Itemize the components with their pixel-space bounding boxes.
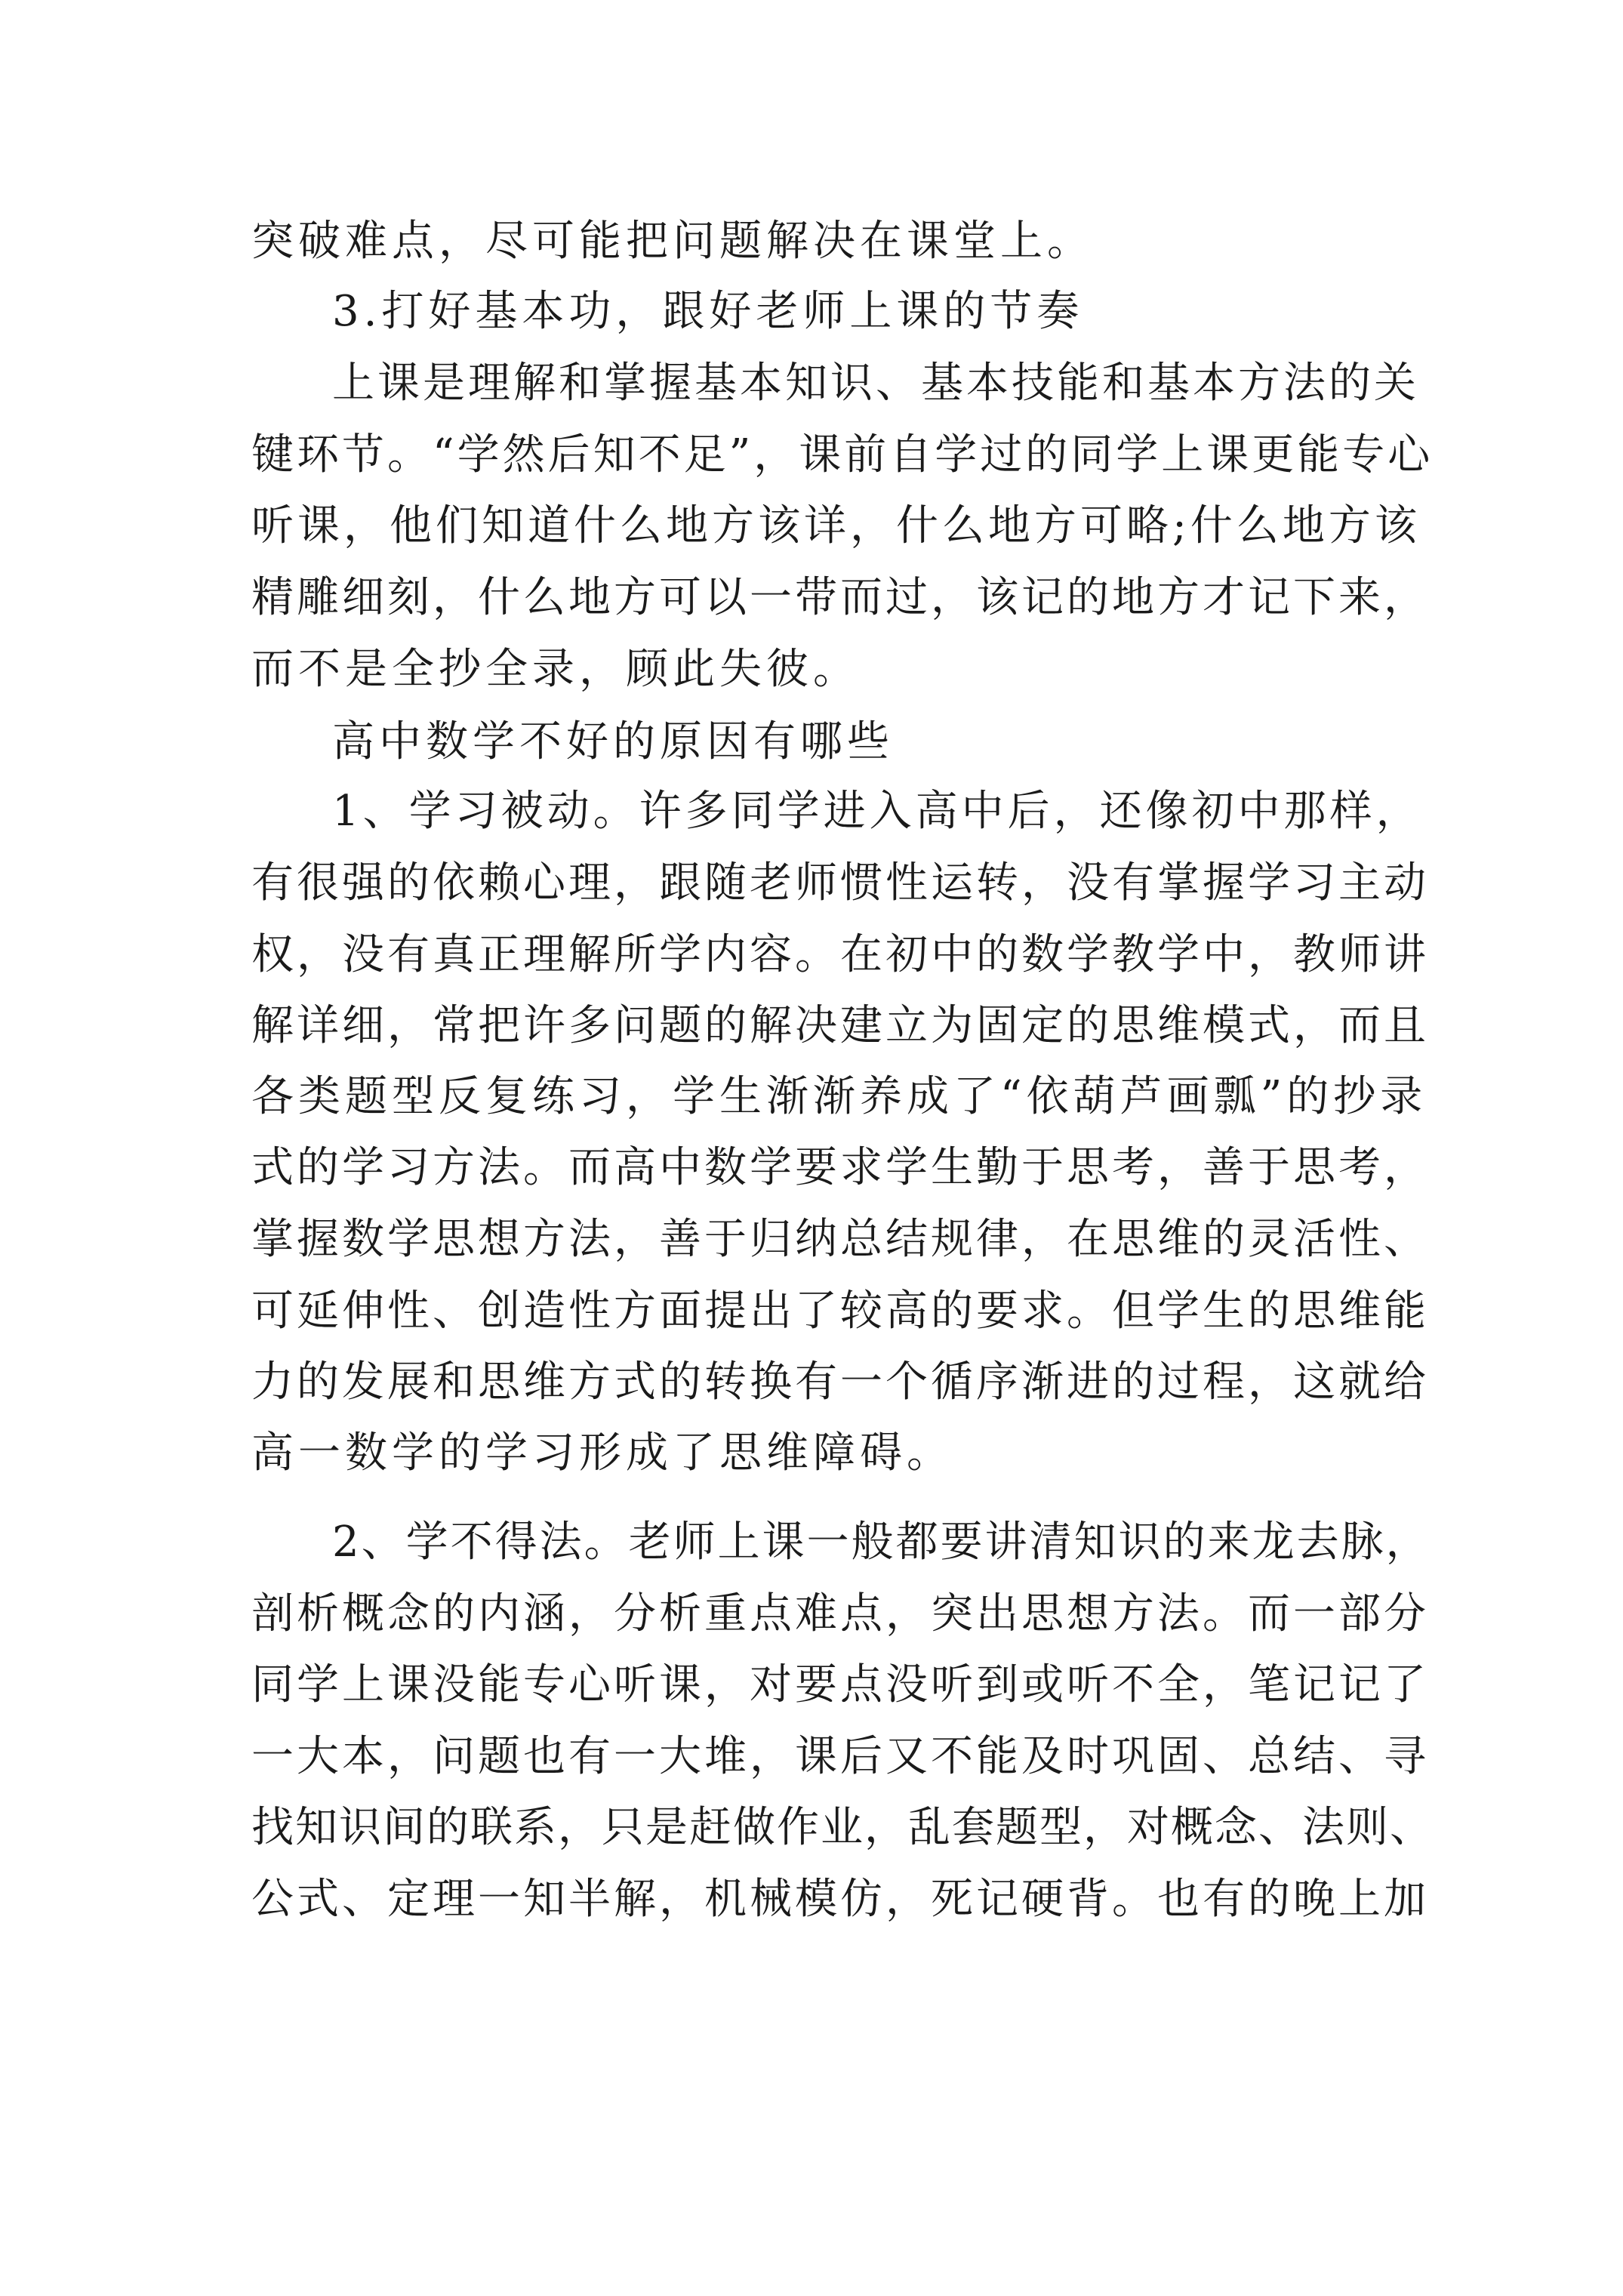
text-line: 有很强的依赖心理，跟随老师惯性运转，没有掌握学习主动 bbox=[251, 858, 1429, 908]
text-line: 听课，他们知道什么地方该详，什么地方可略;什么地方该 bbox=[251, 501, 1421, 550]
text-line: 精雕细刻，什么地方可以一带而过，该记的地方才记下来， bbox=[251, 573, 1429, 622]
text-line: 各类题型反复练习，学生渐渐养成了“依葫芦画瓢”的抄录 bbox=[251, 1072, 1427, 1121]
text-line: 一大本，问题也有一大堆，课后又不能及时巩固、总结、寻 bbox=[251, 1732, 1429, 1781]
text-line: 1、学习被动。许多同学进入高中后，还像初中那样， bbox=[332, 787, 1422, 836]
text-line: 可延伸性、创造性方面提出了较高的要求。但学生的思维能 bbox=[251, 1287, 1429, 1336]
text-line: 式的学习方法。而高中数学要求学生勤于思考，善于思考， bbox=[251, 1143, 1429, 1192]
text-line: 同学上课没能专心听课，对要点没听到或听不全，笔记记了 bbox=[251, 1660, 1429, 1709]
text-line: 找知识间的联系，只是赶做作业，乱套题型，对概念、法则、 bbox=[251, 1803, 1434, 1852]
section-heading: 高中数学不好的原因有哪些 bbox=[332, 717, 894, 766]
text-line: 剖析概念的内涵，分析重点难点，突出思想方法。而一部分 bbox=[251, 1589, 1429, 1638]
text-line: 权，没有真正理解所学内容。在初中的数学教学中，教师讲 bbox=[251, 930, 1429, 979]
text-line: 力的发展和思维方式的转换有一个循序渐进的过程，这就给 bbox=[251, 1358, 1429, 1407]
text-line: 公式、定理一知半解，机械模仿，死记硬背。也有的晚上加 bbox=[251, 1875, 1429, 1924]
text-line: 而不是全抄全录，顾此失彼。 bbox=[251, 645, 860, 694]
text-line: 高一数学的学习形成了思维障碍。 bbox=[251, 1428, 953, 1478]
text-line: 键环节。“学然后知不足”，课前自学过的同学上课更能专心 bbox=[251, 430, 1434, 479]
text-line: 2、学不得法。老师上课一般都要讲清知识的来龙去脉， bbox=[332, 1518, 1431, 1567]
text-line: 掌握数学思想方法，善于归纳总结规律，在思维的灵活性、 bbox=[251, 1215, 1429, 1264]
text-line: 突破难点，尽可能把问题解决在课堂上。 bbox=[251, 217, 1094, 266]
text-line: 上课是理解和掌握基本知识、基本技能和基本方法的关 bbox=[332, 359, 1419, 408]
section-heading: 3.打好基本功，跟好老师上课的节奏 bbox=[332, 287, 1084, 336]
text-line: 解详细，常把许多问题的解决建立为固定的思维模式，而且 bbox=[251, 1001, 1429, 1050]
